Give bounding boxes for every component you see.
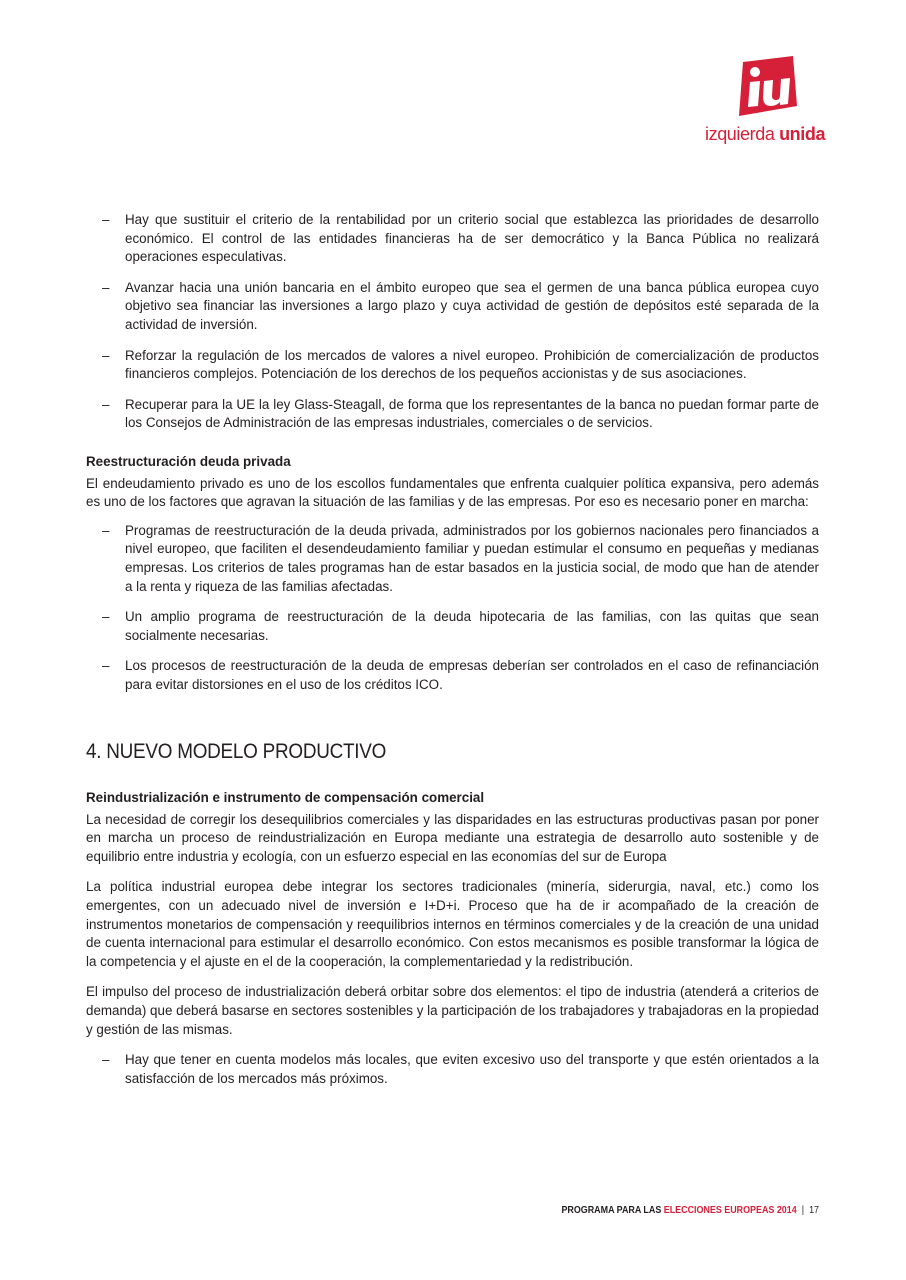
bullet-list-debt	[86, 522, 819, 695]
bullet-dash: –	[102, 279, 110, 295]
list-item-text: Un amplio programa de reestructuración de la deuda hipotecaria de las familias, con las quitas que sean socialmente necesarias.	[125, 609, 819, 643]
brand-logo	[705, 56, 826, 148]
list-item-text: Recuperar para la UE la ley Glass-Steagall, de forma que los representantes de la banca no puedan formar parte de los Consejos de Administración de las empresas industriales, comerciales o de servicios.	[125, 396, 819, 431]
list-item-text: Reforzar la regulación de los mercados de valores a nivel europeo. Prohibición de comercialización de productos financieros complejos. Potenciación de los derechos de los pequeños accionistas y de sus asociaciones.	[125, 347, 819, 382]
footer-highlight: ELECCIONES EUROPEAS 2014	[663, 1204, 797, 1216]
bullet-list-banking	[86, 211, 819, 433]
list-item	[86, 1051, 819, 1088]
footer-separator: |	[801, 1204, 805, 1216]
bullet-dash: –	[102, 212, 110, 227]
section-title: 4. NUEVO MODELO PRODUCTIVO	[86, 739, 387, 764]
list-item	[86, 657, 819, 694]
list-item	[86, 211, 819, 267]
list-item-text: Los procesos de reestructuración de la deuda de empresas deberían ser controlados en el caso de refinanciación para evitar distorsiones en el uso de los créditos ICO.	[125, 658, 819, 692]
list-item	[86, 608, 819, 645]
subheading-debt: Reestructuración deuda privada	[86, 453, 291, 469]
page-number: 17	[809, 1204, 819, 1216]
page-content	[86, 211, 819, 1100]
bullet-dash: –	[102, 609, 110, 625]
bullet-dash: –	[102, 522, 110, 538]
bullet-dash: –	[102, 1052, 110, 1068]
paragraph-debt-intro: El endeudamiento privado es uno de los escollos fundamentales que enfrenta cualquier política expansiva, pero además es uno de los factores que agravan la situación de las familias y de las empresas. Por eso es necesario poner en marcha:	[86, 475, 819, 510]
list-item-text: Hay que sustituir el criterio de la rentabilidad por un criterio social que establezca las prioridades de desarrollo económico. El control de las entidades financieras ha de ser democrático y la Banca Pública no realizará operaciones especulativas.	[125, 212, 819, 265]
bullet-dash: –	[102, 396, 110, 412]
paragraph: El impulso del proceso de industrialización deberá orbitar sobre dos elementos: el tipo de industria (atenderá a criterios de demanda) que deberá basarse en sectores sostenibles y la participación de los trabajadores y trabajadoras en la propiedad y gestión de las mismas.	[86, 984, 819, 1037]
bullet-dash: –	[102, 347, 110, 363]
bullet-list-productive	[86, 1051, 819, 1088]
paragraph: La política industrial europea debe integrar los sectores tradicionales (minería, siderurgia, naval, etc.) como los emergentes, con un adecuado nivel de inversión e I+D+i. Proceso que ha de ir acompañado de la creación de instrumentos monetarios de compensación y reequilibrios internos en términos comerciales y de la creación de una unidad de cuenta internacional para estimular el desarrollo económico. Con estos mecanismos es posible transformar la lógica de la competencia y el ajuste en el de la cooperación, la complementariedad y la redistribución.	[86, 879, 819, 969]
list-item	[86, 347, 819, 384]
subheading-reindustrialization: Reindustrialización e instrumento de compensación comercial	[86, 790, 485, 806]
bullet-dash: –	[102, 658, 110, 674]
list-item-text: Hay que tener en cuenta modelos más locales, que eviten excesivo uso del transporte y que estén orientados a la satisfacción de los mercados más próximos.	[125, 1052, 819, 1086]
page-footer	[561, 1204, 819, 1216]
iu-logo-icon	[735, 56, 797, 116]
list-item	[86, 522, 819, 596]
footer-prefix: PROGRAMA PARA LAS	[561, 1204, 662, 1216]
list-item-text: Programas de reestructuración de la deuda privada, administrados por los gobiernos nacionales pero financiados a nivel europeo, que faciliten el desendeudamiento familiar y puedan estimular el consumo en pequeñas y medianas empresas. Los criterios de tales programas han de estar basados en la justicia social, de modo que han de atender a la renta y riqueza de las familias afectadas.	[125, 522, 819, 594]
brand-name	[705, 124, 826, 145]
brand-name-part2: unida	[779, 124, 826, 144]
brand-name-part1: izquierda	[705, 124, 775, 144]
list-item	[86, 279, 819, 335]
paragraph: La necesidad de corregir los desequilibrios comerciales y las disparidades en las estructuras productivas pasan por poner en marcha un proceso de reindustrialización en Europa mediante una estrategia de desarrollo auto sostenible y de equilibrio entre industria y ecología, con un esfuerzo especial en las economías del sur de Europa	[86, 811, 819, 864]
list-item	[86, 396, 819, 433]
list-item-text: Avanzar hacia una unión bancaria en el ámbito europeo que sea el germen de una banca pública europea cuyo objetivo sea financiar las inversiones a largo plazo y cuya actividad de gestión de depósitos esté separada de la actividad de inversión.	[125, 279, 819, 332]
